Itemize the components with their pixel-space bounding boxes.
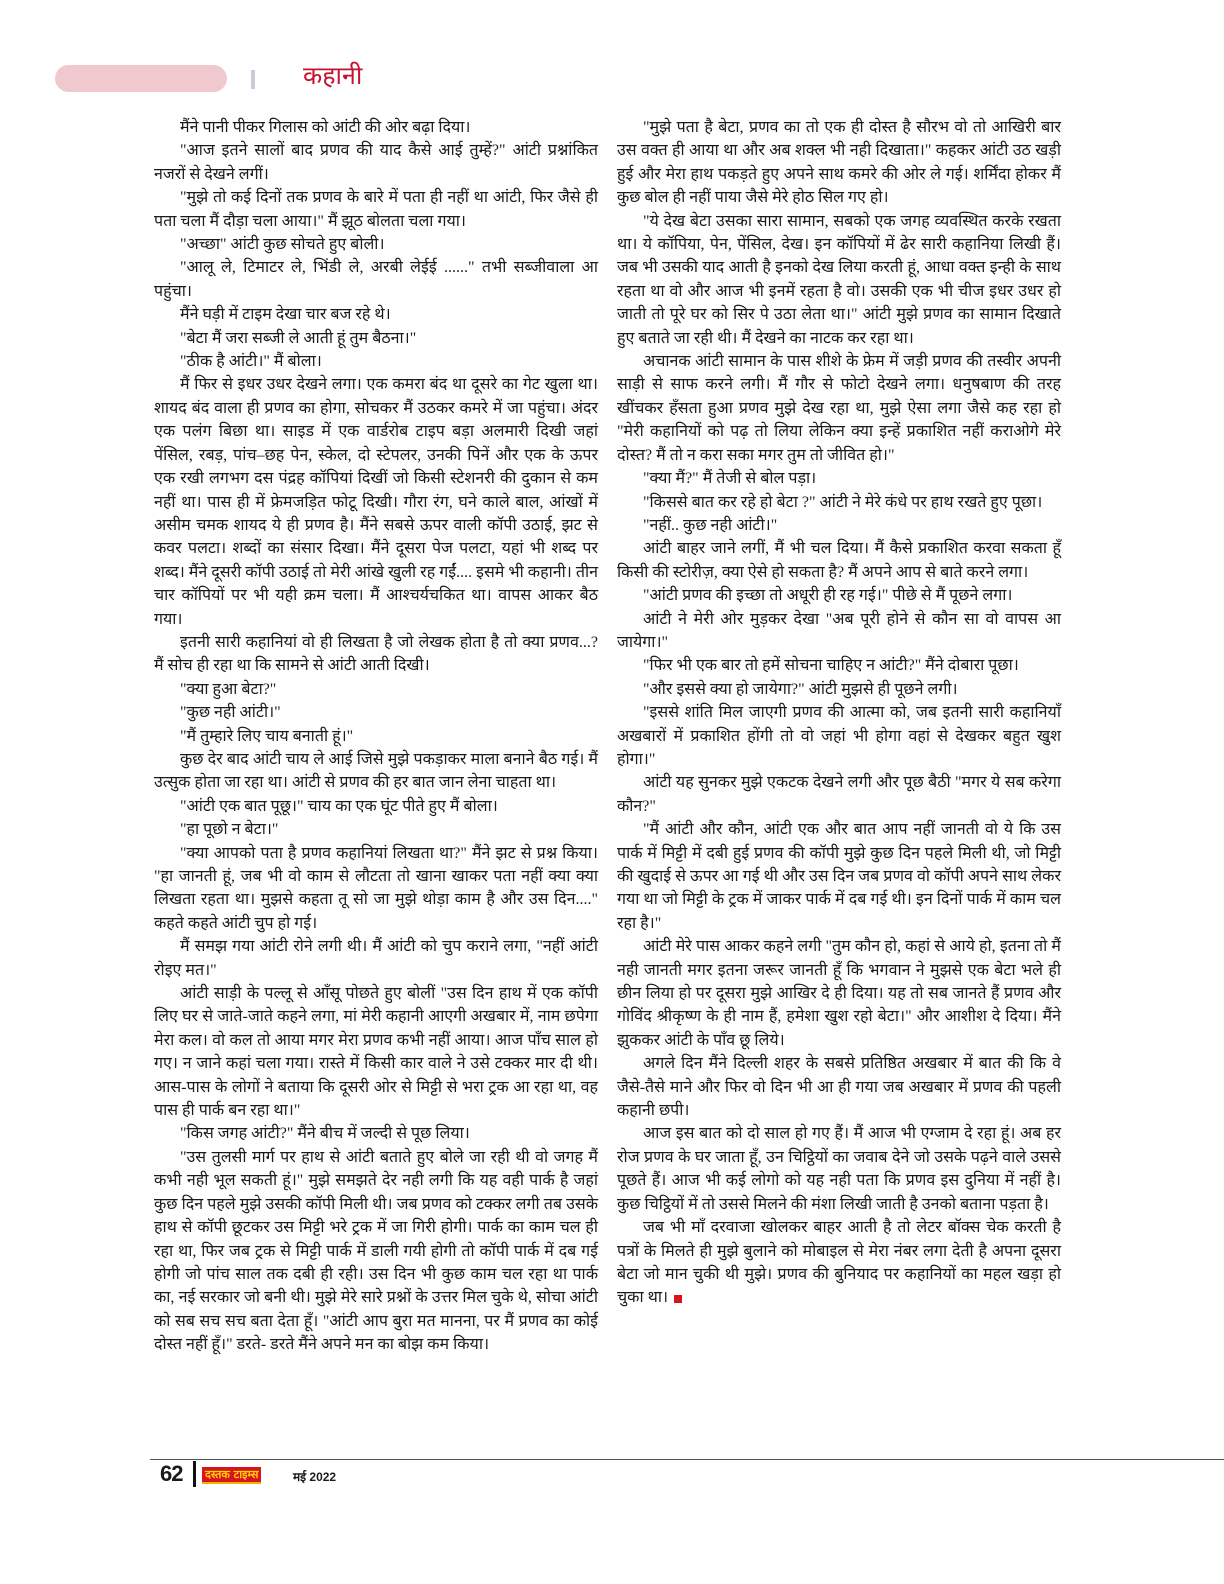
paragraph-text: अगले दिन मैंने दिल्ली शहर के सबसे प्रतिष्ठित अखबार में बात की कि वे जैसे-तैसे माने और फिर वो दिन भी आ ही गया जब अखबार में प्रणव की पहली कहानी छपी। bbox=[617, 1055, 1061, 1120]
paragraph-text: आंटी साड़ी के पल्लू से आँसू पोछते हुए बोलीं "उस दिन हाथ में एक कॉपी लिए घर से जाते-जाते कहने लगा, मां मेरी कहानी आएगी अखबार में, नाम छपेगा मेरा कल। वो कल तो आया मगर मेरा प्रणव कभी नहीं आया। आज पाँच साल हो गए। न जाने कहां चला गया। रास्ते में किसी कार वाले ने उसे टक्कर मार दी थी। आस-पास के लोगों ने बताया कि दूसरी ओर से मिट्टी से भरा ट्रक आ रहा था, वह पास ही पार्क बन रहा था।" bbox=[154, 985, 598, 1120]
story-paragraph bbox=[617, 678, 1061, 701]
paragraph-text: जब भी माँ दरवाजा खोलकर बाहर आती है तो लेटर बॉक्स चेक करती है पत्रों के मिलते ही मुझे बुलाने को मोबाइल से मेरा नंबर लगा देती है अपना दूसरा बेटा जो मान चुकी थी मुझे। प्रणव की बुनियाद पर कहानियों का महल खड़ा हो चुका था। bbox=[617, 1219, 1061, 1307]
story-paragraph bbox=[617, 210, 1061, 350]
story-paragraph bbox=[154, 748, 598, 795]
footer-separator bbox=[193, 1461, 196, 1487]
story-paragraph bbox=[154, 701, 598, 724]
story-paragraph bbox=[617, 771, 1061, 818]
story-paragraph bbox=[154, 139, 598, 186]
paragraph-text: अचानक आंटी सामान के पास शीशे के फ्रेम में जड़ी प्रणव की तस्वीर अपनी साड़ी से साफ करने लगी। मैं गौर से फोटो देखने लगा। धनुषबाण की तरह खींचकर हँसता हुआ प्रणव मुझे देख रहा था, मुझे ऐसा लगा जैसे कह रहा हो "मेरी कहानियों को पढ़ तो लिया लेकिन क्या इन्हें प्रकाशित नहीं कराओगे मेरे दोस्त? मैं तो न करा सका मगर तुम तो जीवित हो।" bbox=[617, 353, 1061, 464]
story-paragraph bbox=[617, 467, 1061, 490]
paragraph-text: कुछ देर बाद आंटी चाय ले आई जिसे मुझे पकड़ाकर माला बनाने बैठ गई। मैं उत्सुक होता जा रहा था। आंटी से प्रणव की हर बात जान लेना चाहता था। bbox=[154, 750, 598, 792]
paragraph-text: "मैं तुम्हारे लिए चाय बनाती हूं।" bbox=[180, 727, 354, 745]
story-paragraph bbox=[154, 982, 598, 1122]
story-paragraph bbox=[617, 350, 1061, 467]
paragraph-text: मैंने पानी पीकर गिलास को आंटी की ओर बढ़ा दिया। bbox=[180, 119, 471, 136]
paragraph-text: मैं फिर से इधर उधर देखने लगा। एक कमरा बंद था दूसरे का गेट खुला था। शायद बंद वाला ही प्रणव का होगा, सोचकर मैं उठकर कमरे में जा पहुंचा। अंदर एक पलंग बिछा था। साइड में एक वार्डरोब टाइप बड़ा अलमारी दिखी जहां पेंसिल, रबड़, पांच–छह पेन, स्केल, दो स्टेपलर, उनकी पिनें और एक के ऊपर एक रखी लगभग दस पंद्रह कॉपियां दिखीं जो किसी स्टेशनरी की दुकान से कम नहीं था। पास ही में फ्रेमजड़ित फोटू दिखी। गौरा रंग, घने काले बाल, आंखों में असीम चमक शायद ये ही प्रणव है। मैंने सबसे ऊपर वाली कॉपी उठाई, झट से कवर पलटा। शब्दों का संसार दिखा। मैंने दूसरा पेज पलटा, यहां भी शब्द पर शब्द। मैंने दूसरी कॉपी उठाई तो मेरी आंखे खुली रह गईं.... इसमे भी कहानी। तीन चार कॉपियों पर भी यही क्रम चला। मैं आश्चर्यचकित था। वापस आकर बैठ गया। bbox=[154, 376, 598, 628]
story-paragraph bbox=[154, 233, 598, 256]
story-paragraph bbox=[154, 186, 598, 233]
section-tag-decoration bbox=[55, 65, 227, 92]
right-column bbox=[617, 116, 1061, 1310]
paragraph-text: आज इस बात को दो साल हो गए हैं। मैं आज भी एग्जाम दे रहा हूं। अब हर रोज प्रणव के घर जाता हूँ, उन चिट्ठियों का जवाब देने जो उसके पढ़ने वाले उससे पूछते हैं। आज भी कई लोगो को यह नही पता कि प्रणव इस दुनिया में नहीं है। कुछ चिट्ठियों में तो उससे मिलने की मंशा लिखी जाती है उनको बताना पड़ता है। bbox=[617, 1125, 1061, 1213]
issue-date: मई 2022 bbox=[293, 1470, 337, 1484]
story-paragraph bbox=[617, 1122, 1061, 1216]
paragraph-text: "उस तुलसी मार्ग पर हाथ से आंटी बताते हुए बोले जा रही थी वो जगह मैं कभी नही भूल सकती हूं।" मुझे समझते देर नही लगी कि यह वही पार्क है जहां कुछ दिन पहले मुझे उसकी कॉपी मिली थी। जब प्रणव को टक्कर लगी तब उसके हाथ से कॉपी छूटकर उस मिट्टी भरे ट्रक में जा गिरी होगी। पार्क का काम चल ही रहा था, फिर जब ट्रक से मिट्टी पार्क में डाली गयी होगी तो कॉपी पार्क में दब गई होगी जो पांच साल तक दबी ही रही। उस दिन भी कुछ काम चल रहा था पार्क का, नई सरकार जो बनी थी। मुझे मेरे सारे प्रश्नों के उत्तर मिल चुके थे, सोचा आंटी को सब सच सच बता देता हूँ। "आंटी आप बुरा मत मानना, पर मैं प्रणव का कोई दोस्त नहीं हूँ।" डरते- डरते मैंने अपने मन का बोझ कम किया। bbox=[154, 1148, 598, 1354]
paragraph-text: आंटी यह सुनकर मुझे एकटक देखने लगी और पूछ बैठी "मगर ये सब करेगा कौन?" bbox=[617, 774, 1061, 815]
paragraph-text: "फिर भी एक बार तो हमें सोचना चाहिए न आंटी?" मैंने दोबारा पूछा। bbox=[643, 657, 1019, 675]
paragraph-text: "क्या मैं?" मैं तेजी से बोल पड़ा। bbox=[643, 470, 817, 488]
story-paragraph bbox=[617, 818, 1061, 935]
paragraph-text: "ठीक है आंटी।" मैं बोला। bbox=[180, 353, 322, 371]
paragraph-text: "मुझे तो कई दिनों तक प्रणव के बारे में पता ही नहीं था आंटी, फिर जैसे ही पता चला मैं दौड़ा चला आया।" मैं झूठ बोलता चला गया। bbox=[154, 189, 598, 230]
page-number: 62 bbox=[160, 1461, 183, 1486]
story-paragraph bbox=[154, 678, 598, 701]
story-paragraph bbox=[154, 725, 598, 748]
paragraph-text: मैं समझ गया आंटी रोने लगी थी। मैं आंटी को चुप कराने लगा, "नहीं आंटी रोइए मत।" bbox=[154, 938, 598, 979]
story-paragraph bbox=[154, 1146, 598, 1357]
paragraph-text: आंटी मेरे पास आकर कहने लगी "तुम कौन हो, कहां से आये हो, इतना तो मैं नही जानती मगर इतना जरूर जानती हूँ कि भगवान ने मुझसे एक बेटा भले ही छीन लिया हो पर दूसरा मुझे आखिर दे ही दिया। यह तो सब जानते हैं प्रणव और गोविंद श्रीकृष्ण के ही नाम हैं, हमेशा खुश रहो बेटा।" और आशीश दे दिया। मैंने झुककर आंटी के पाँव छू लिये। bbox=[617, 938, 1061, 1049]
left-column bbox=[154, 116, 598, 1357]
paragraph-text: "कुछ नही आंटी।" bbox=[180, 704, 281, 722]
paragraph-text: "और इससे क्या हो जायेगा?" आंटी मुझसे ही पूछने लगी। bbox=[643, 680, 958, 698]
paragraph-text: "नहीं.. कुछ नही आंटी।" bbox=[643, 516, 778, 534]
paragraph-text: "किससे बात कर रहे हो बेटा ?" आंटी ने मेरे कंधे पर हाथ रखते हुए पूछा। bbox=[643, 493, 1043, 511]
paragraph-text: "क्या हुआ बेटा?" bbox=[180, 680, 277, 698]
story-paragraph bbox=[154, 116, 598, 139]
paragraph-text: "मुझे पता है बेटा, प्रणव का तो एक ही दोस्त है सौरभ वो तो आखिरी बार उस वक्त ही आया था और अब शक्ल भी नही दिखाता।" कहकर आंटी उठ खड़ी हुई और मेरा हाथ पकड़ते हुए अपने साथ कमरे की ओर ले गई। शर्मिंदा होकर मैं कुछ बोल ही नहीं पाया जैसे मेरे होठ सिल गए हो। bbox=[617, 119, 1061, 207]
story-end-mark-icon bbox=[674, 1295, 682, 1303]
paragraph-text: "आज इतने सालों बाद प्रणव की याद कैसे आई तुम्हें?" आंटी प्रश्नांकित नजरों से देखने लगीं। bbox=[154, 142, 598, 183]
story-paragraph bbox=[617, 1216, 1061, 1310]
story-paragraph bbox=[154, 327, 598, 350]
story-paragraph bbox=[154, 818, 598, 841]
story-paragraph bbox=[154, 842, 598, 936]
story-paragraph bbox=[617, 1052, 1061, 1122]
paragraph-text: आंटी ने मेरी ओर मुड़कर देखा "अब पूरी होने से कौन सा वो वापस आ जायेगा।" bbox=[617, 610, 1061, 651]
paragraph-text: इतनी सारी कहानियां वो ही लिखता है जो लेखक होता है तो क्या प्रणव...? मैं सोच ही रहा था कि सामने से आंटी आती दिखी। bbox=[154, 633, 598, 675]
story-paragraph bbox=[617, 584, 1061, 607]
section-title: कहानी bbox=[303, 61, 363, 90]
paragraph-text: मैंने घड़ी में टाइम देखा चार बज रहे थे। bbox=[180, 306, 391, 324]
story-paragraph bbox=[617, 116, 1061, 210]
story-paragraph bbox=[154, 935, 598, 982]
story-paragraph bbox=[617, 935, 1061, 1052]
paragraph-text: "क्या आपको पता है प्रणव कहानियां लिखता था?" मैंने झट से प्रश्न किया। "हा जानती हूं, जब भी वो काम से लौटता तो खाना खाकर पता नहीं क्या क्या लिखता रहता था। मुझसे कहता तू सो जा मुझे थोड़ा काम है और उस दिन...." कहते कहते आंटी चुप हो गई। bbox=[154, 844, 598, 932]
paragraph-text: "आंटी एक बात पूछू।" चाय का एक घूंट पीते हुए मैं बोला। bbox=[180, 797, 498, 815]
paragraph-text: "बेटा मैं जरा सब्जी ले आती हूं तुम बैठना।" bbox=[180, 329, 417, 347]
story-paragraph bbox=[154, 1122, 598, 1145]
magazine-logo: दस्तक टाइम्स bbox=[202, 1467, 261, 1484]
story-paragraph bbox=[154, 350, 598, 373]
paragraph-text: "आंटी प्रणव की इच्छा तो अधूरी ही रह गई।" पीछे से मैं पूछने लगा। bbox=[643, 587, 1013, 605]
story-paragraph bbox=[617, 514, 1061, 537]
story-paragraph bbox=[617, 537, 1061, 584]
story-paragraph bbox=[154, 303, 598, 326]
story-paragraph bbox=[617, 491, 1061, 514]
footer-divider bbox=[150, 1459, 1224, 1460]
paragraph-text: "आलू ले, टिमाटर ले, भिंडी ले, अरबी लेईई ......" तभी सब्जीवाला आ पहुंचा। bbox=[154, 259, 598, 300]
paragraph-text: आंटी बाहर जाने लगीं, मैं भी चल दिया। मैं कैसे प्रकाशित करवा सकता हूँ किसी की स्टोरीज़, क्या ऐसे हो सकता है? मैं अपने आप से बाते करने लगा। bbox=[617, 540, 1061, 581]
paragraph-text: "हा पूछो न बेटा।" bbox=[180, 821, 279, 839]
story-paragraph bbox=[617, 654, 1061, 677]
story-paragraph bbox=[154, 631, 598, 678]
story-paragraph bbox=[154, 795, 598, 818]
paragraph-text: "अच्छा" आंटी कुछ सोचते हुए बोली। bbox=[180, 236, 385, 254]
story-paragraph bbox=[154, 373, 598, 630]
header-divider bbox=[251, 70, 255, 89]
paragraph-text: "इससे शांति मिल जाएगी प्रणव की आत्मा को, जब इतनी सारी कहानियाँ अखबारों में प्रकाशित होंगी तो वो जहां भी होगा वहां से देखकर बहुत खुश होगा।" bbox=[617, 704, 1061, 768]
story-paragraph bbox=[617, 608, 1061, 655]
story-paragraph bbox=[617, 701, 1061, 771]
paragraph-text: "ये देख बेटा उसका सारा सामान, सबको एक जगह व्यवस्थित करके रखता था। ये कॉपिया, पेन, पेंसिल, देख। इन कॉपियों में ढेर सारी कहानिया लिखी हैं। जब भी उसकी याद आती है इनको देख लिया करती हूं, आधा वक्त इन्ही के साथ रहता था वो और आज भी इनमें रहता है वो। उसकी एक भी चीज इधर उधर हो जाती तो पूरे घर को सिर पे उठा लेता था।" आंटी मुझे प्रणव का सामान दिखाते हुए बताते जा रही थी। मैं देखने का नाटक कर रहा था। bbox=[617, 212, 1061, 347]
story-paragraph bbox=[154, 256, 598, 303]
paragraph-text: "मैं आंटी और कौन, आंटी एक और बात आप नहीं जानती वो ये कि उस पार्क में मिट्टी में दबी हुई प्रणव की कॉपी मुझे कुछ दिन पहले मिली थी, जो मिट्टी की खुदाई से ऊपर आ गई थी और उस दिन जब प्रणव वो कॉपी अपने साथ लेकर गया था जो मिट्टी के ट्रक में जाकर पार्क में दब गई थी। इन दिनों पार्क में काम चल रहा है।" bbox=[617, 821, 1061, 932]
paragraph-text: "किस जगह आंटी?" मैंने बीच में जल्दी से पूछ लिया। bbox=[180, 1125, 470, 1143]
